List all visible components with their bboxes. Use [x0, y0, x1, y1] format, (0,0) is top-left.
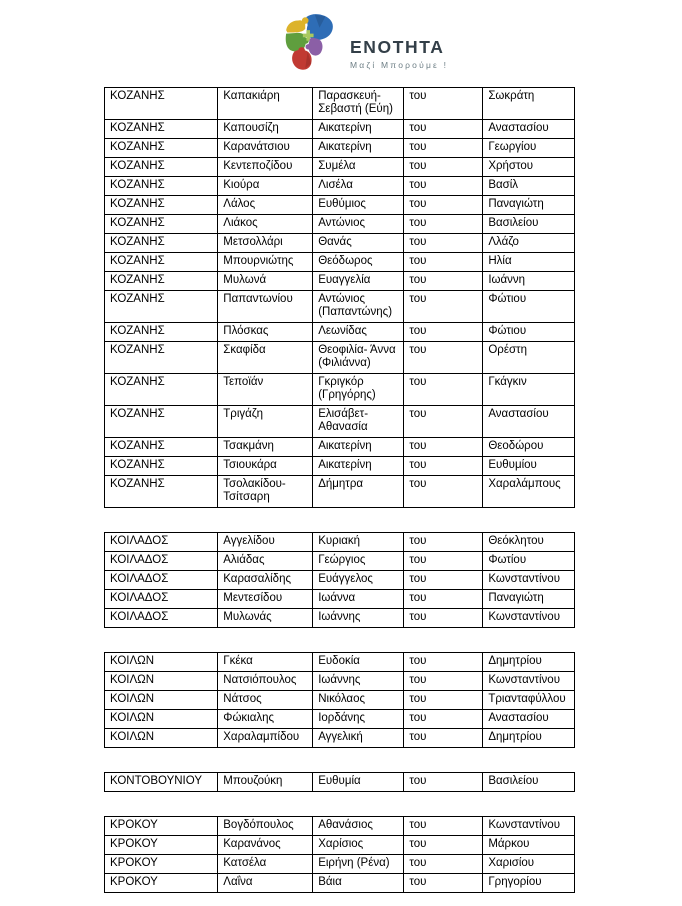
connector-cell: του [404, 177, 483, 196]
father-name-cell: Χαρισίου [483, 855, 575, 874]
first-name-cell: Θεόδωρος [313, 253, 404, 272]
father-name-cell: Ιωάννη [483, 272, 575, 291]
surname-cell: Καρανάνος [218, 836, 313, 855]
first-name-cell: Ιωάννης [313, 672, 404, 691]
connector-cell: του [404, 342, 483, 374]
municipal-unit-cell: ΚΟΖΑΝΗΣ [105, 215, 218, 234]
father-name-cell: Βασίλ [483, 177, 575, 196]
surname-cell: Τσολακίδου-Τσίτσαρη [218, 476, 313, 508]
roster-table [104, 772, 575, 792]
connector-cell: του [404, 710, 483, 729]
connector-cell: του [404, 457, 483, 476]
father-name-cell: Τριανταφύλλου [483, 691, 575, 710]
father-name-cell: Γκάγκιν [483, 374, 575, 406]
logo-text [350, 36, 449, 72]
municipal-unit-cell: ΚΟΖΑΝΗΣ [105, 374, 218, 406]
first-name-cell: Αγγελική [313, 729, 404, 748]
roster-row [105, 691, 575, 710]
municipal-unit-cell: ΚΟΖΑΝΗΣ [105, 323, 218, 342]
father-name-cell: Φώτιου [483, 323, 575, 342]
connector-cell: του [404, 406, 483, 438]
father-name-cell: Γρηγορίου [483, 874, 575, 893]
roster-row [105, 552, 575, 571]
roster-row [105, 272, 575, 291]
surname-cell: Πλόσκας [218, 323, 313, 342]
first-name-cell: Ιορδάνης [313, 710, 404, 729]
first-name-cell: Γκριγκόρ (Γρηγόρης) [313, 374, 404, 406]
connector-cell: του [404, 438, 483, 457]
roster-row [105, 120, 575, 139]
father-name-cell: Παναγιώτη [483, 196, 575, 215]
surname-cell: Λαΐνα [218, 874, 313, 893]
surname-cell: Αλιάδας [218, 552, 313, 571]
father-name-cell: Χρήστου [483, 158, 575, 177]
surname-cell: Κιούρα [218, 177, 313, 196]
municipal-unit-cell: ΚΟΖΑΝΗΣ [105, 476, 218, 508]
first-name-cell: Κυριακή [313, 533, 404, 552]
municipal-unit-cell: ΚΡΟΚΟΥ [105, 817, 218, 836]
first-name-cell: Ευαγγελία [313, 272, 404, 291]
roster-row [105, 253, 575, 272]
connector-cell: του [404, 590, 483, 609]
surname-cell: Μυλωνά [218, 272, 313, 291]
first-name-cell: Ιωάννα [313, 590, 404, 609]
first-name-cell: Παρασκευή-Σεβαστή (Εύη) [313, 88, 404, 120]
roster-row [105, 653, 575, 672]
surname-cell: Χαραλαμπίδου [218, 729, 313, 748]
first-name-cell: Αικατερίνη [313, 438, 404, 457]
connector-cell: του [404, 158, 483, 177]
roster-row [105, 158, 575, 177]
surname-cell: Καπουσίζη [218, 120, 313, 139]
first-name-cell: Συμέλα [313, 158, 404, 177]
municipal-unit-cell: ΚΟΖΑΝΗΣ [105, 120, 218, 139]
first-name-cell: Ελισάβετ-Αθανασία [313, 406, 404, 438]
father-name-cell: Κωνσταντίνου [483, 571, 575, 590]
first-name-cell: Αικατερίνη [313, 120, 404, 139]
father-name-cell: Λλάζο [483, 234, 575, 253]
roster-table [104, 652, 575, 748]
first-name-cell: Χαρίσιος [313, 836, 404, 855]
connector-cell: του [404, 272, 483, 291]
roster-row [105, 342, 575, 374]
municipal-unit-cell: ΚΟΖΑΝΗΣ [105, 406, 218, 438]
first-name-cell: Γεώργιος [313, 552, 404, 571]
surname-cell: Τσιουκάρα [218, 457, 313, 476]
connector-cell: του [404, 855, 483, 874]
surname-cell: Κατσέλα [218, 855, 313, 874]
roster-row [105, 215, 575, 234]
municipal-unit-cell: ΚΟΖΑΝΗΣ [105, 88, 218, 120]
roster-row [105, 139, 575, 158]
father-name-cell: Σωκράτη [483, 88, 575, 120]
connector-cell: του [404, 234, 483, 253]
connector-cell: του [404, 196, 483, 215]
connector-cell: του [404, 323, 483, 342]
municipal-unit-cell: ΚΟΖΑΝΗΣ [105, 234, 218, 253]
first-name-cell: Ειρήνη (Ρένα) [313, 855, 404, 874]
municipal-unit-cell: ΚΡΟΚΟΥ [105, 836, 218, 855]
connector-cell: του [404, 836, 483, 855]
connector-cell: του [404, 817, 483, 836]
surname-cell: Μεντεσίδου [218, 590, 313, 609]
surname-cell: Αγγελίδου [218, 533, 313, 552]
roster-table [104, 87, 575, 508]
surname-cell: Καρανάτσιου [218, 139, 313, 158]
roster-row [105, 874, 575, 893]
first-name-cell: Λεωνίδας [313, 323, 404, 342]
connector-cell: του [404, 571, 483, 590]
municipal-unit-cell: ΚΟΖΑΝΗΣ [105, 457, 218, 476]
surname-cell: Νάτσος [218, 691, 313, 710]
connector-cell: του [404, 533, 483, 552]
surname-cell: Κεντεποζίδου [218, 158, 313, 177]
municipal-unit-cell: ΚΟΙΛΑΔΟΣ [105, 571, 218, 590]
roster-row [105, 836, 575, 855]
roster-row [105, 571, 575, 590]
roster-row [105, 817, 575, 836]
surname-cell: Καπακιάρη [218, 88, 313, 120]
municipal-unit-cell: ΚΟΖΑΝΗΣ [105, 438, 218, 457]
surname-cell: Γκέκα [218, 653, 313, 672]
municipal-unit-cell: ΚΟΖΑΝΗΣ [105, 342, 218, 374]
first-name-cell: Ευθύμιος [313, 196, 404, 215]
connector-cell: του [404, 88, 483, 120]
father-name-cell: Θεόκλητου [483, 533, 575, 552]
first-name-cell: Ευάγγελος [313, 571, 404, 590]
connector-cell: του [404, 609, 483, 628]
connector-cell: του [404, 552, 483, 571]
municipal-unit-cell: ΚΡΟΚΟΥ [105, 855, 218, 874]
surname-cell: Φώκιαλης [218, 710, 313, 729]
roster-row [105, 476, 575, 508]
father-name-cell: Θεοδώρου [483, 438, 575, 457]
municipal-unit-cell: ΚΟΙΛΩΝ [105, 729, 218, 748]
roster-row [105, 438, 575, 457]
municipal-unit-cell: ΚΟΖΑΝΗΣ [105, 177, 218, 196]
father-name-cell: Ηλία [483, 253, 575, 272]
roster-row [105, 406, 575, 438]
first-name-cell: Βάια [313, 874, 404, 893]
first-name-cell: Ευδοκία [313, 653, 404, 672]
father-name-cell: Ορέστη [483, 342, 575, 374]
father-name-cell: Μάρκου [483, 836, 575, 855]
municipal-unit-cell: ΚΟΖΑΝΗΣ [105, 272, 218, 291]
roster-table [104, 816, 575, 893]
municipal-unit-cell: ΚΟΖΑΝΗΣ [105, 253, 218, 272]
municipal-unit-cell: ΚΟΙΛΩΝ [105, 710, 218, 729]
father-name-cell: Βασιλείου [483, 215, 575, 234]
surname-cell: Τσακμάνη [218, 438, 313, 457]
roster-row [105, 323, 575, 342]
father-name-cell: Αναστασίου [483, 710, 575, 729]
municipal-unit-cell: ΚΟΝΤΟΒΟΥΝΙΟΥ [105, 773, 218, 792]
first-name-cell: Αθανάσιος [313, 817, 404, 836]
father-name-cell: Παναγιώτη [483, 590, 575, 609]
surname-cell: Παπαντωνίου [218, 291, 313, 323]
surname-cell: Καρασαλίδης [218, 571, 313, 590]
municipal-unit-cell: ΚΟΖΑΝΗΣ [105, 196, 218, 215]
surname-cell: Νατσιόπουλος [218, 672, 313, 691]
first-name-cell: Αικατερίνη [313, 457, 404, 476]
roster-row [105, 609, 575, 628]
father-name-cell: Αναστασίου [483, 406, 575, 438]
municipal-unit-cell: ΚΟΖΑΝΗΣ [105, 139, 218, 158]
roster-row [105, 533, 575, 552]
surname-cell: Μετσολλάρι [218, 234, 313, 253]
logo-tagline: Μαζί Μπορούμε ! [350, 60, 449, 70]
connector-cell: του [404, 729, 483, 748]
tables-region [104, 87, 575, 893]
first-name-cell: Θεοφιλία- Άννα (Φιλιάννα) [313, 342, 404, 374]
surname-cell: Μυλωνάς [218, 609, 313, 628]
connector-cell: του [404, 253, 483, 272]
father-name-cell: Γεωργίου [483, 139, 575, 158]
connector-cell: του [404, 120, 483, 139]
roster-row [105, 590, 575, 609]
roster-row [105, 374, 575, 406]
enotita-logo [279, 13, 448, 71]
connector-cell: του [404, 691, 483, 710]
logo-title: ΕΝΟΤΗΤΑ [350, 36, 445, 57]
connector-cell: του [404, 139, 483, 158]
connector-cell: του [404, 653, 483, 672]
father-name-cell: Ευθυμίου [483, 457, 575, 476]
municipal-unit-cell: ΚΟΖΑΝΗΣ [105, 158, 218, 177]
roster-row [105, 672, 575, 691]
roster-row [105, 177, 575, 196]
municipal-unit-cell: ΚΟΙΛΑΔΟΣ [105, 590, 218, 609]
municipal-unit-cell: ΚΟΙΛΩΝ [105, 672, 218, 691]
municipal-unit-cell: ΚΟΙΛΑΔΟΣ [105, 533, 218, 552]
municipal-unit-cell: ΚΡΟΚΟΥ [105, 874, 218, 893]
father-name-cell: Δημητρίου [483, 729, 575, 748]
roster-row [105, 729, 575, 748]
father-name-cell: Κωνσταντίνου [483, 817, 575, 836]
roster-table [104, 532, 575, 628]
municipal-unit-cell: ΚΟΙΛΑΔΟΣ [105, 609, 218, 628]
father-name-cell: Βασιλείου [483, 773, 575, 792]
first-name-cell: Ιωάννης [313, 609, 404, 628]
roster-row [105, 710, 575, 729]
father-name-cell: Χαραλάμπους [483, 476, 575, 508]
father-name-cell: Φώτιου [483, 291, 575, 323]
roster-row [105, 457, 575, 476]
municipal-unit-cell: ΚΟΙΛΩΝ [105, 653, 218, 672]
connector-cell: του [404, 215, 483, 234]
connector-cell: του [404, 773, 483, 792]
municipal-unit-cell: ΚΟΙΛΩΝ [105, 691, 218, 710]
surname-cell: Λιάκος [218, 215, 313, 234]
roster-row [105, 88, 575, 120]
connector-cell: του [404, 476, 483, 508]
first-name-cell: Θανάς [313, 234, 404, 253]
surname-cell: Μπουρνιώτης [218, 253, 313, 272]
surname-cell: Βογδόπουλος [218, 817, 313, 836]
surname-cell: Σκαφίδα [218, 342, 313, 374]
connector-cell: του [404, 874, 483, 893]
roster-row [105, 855, 575, 874]
surname-cell: Λάλος [218, 196, 313, 215]
connector-cell: του [404, 374, 483, 406]
father-name-cell: Φωτίου [483, 552, 575, 571]
municipal-unit-cell: ΚΟΖΑΝΗΣ [105, 291, 218, 323]
connector-cell: του [404, 291, 483, 323]
first-name-cell: Ευθυμία [313, 773, 404, 792]
municipal-unit-cell: ΚΟΙΛΑΔΟΣ [105, 552, 218, 571]
surname-cell: Τεποϊάν [218, 374, 313, 406]
surname-cell: Τριγάζη [218, 406, 313, 438]
father-name-cell: Κωνσταντίνου [483, 609, 575, 628]
first-name-cell: Δήμητρα [313, 476, 404, 508]
surname-cell: Μπουζούκη [218, 773, 313, 792]
father-name-cell: Δημητρίου [483, 653, 575, 672]
first-name-cell: Αικατερίνη [313, 139, 404, 158]
first-name-cell: Αντώνιος (Παπαντώνης) [313, 291, 404, 323]
first-name-cell: Αντώνιος [313, 215, 404, 234]
first-name-cell: Νικόλαος [313, 691, 404, 710]
roster-row [105, 773, 575, 792]
puzzle-map-icon [279, 13, 341, 71]
first-name-cell: Λισέλα [313, 177, 404, 196]
roster-row [105, 291, 575, 323]
roster-row [105, 196, 575, 215]
father-name-cell: Κωνσταντίνου [483, 672, 575, 691]
father-name-cell: Αναστασίου [483, 120, 575, 139]
roster-row [105, 234, 575, 253]
connector-cell: του [404, 672, 483, 691]
